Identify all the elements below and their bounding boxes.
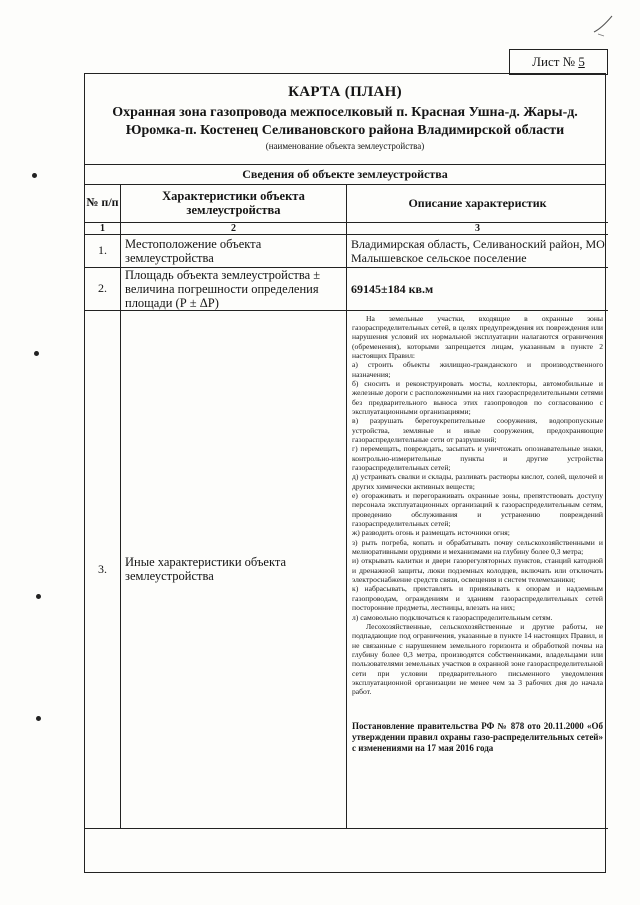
restriction-item: и) открывать калитки и двери газорегуляторных пунктов, станций катодной и дренажной защиты, люки подземных колодцев, включать или отключать электроснабжение средств связи, освещения и систем телемеханики; (352, 556, 603, 585)
sheet-label: Лист № (532, 54, 576, 69)
restriction-item: в) разрушать берегоукрепительные сооружения, водопропускные устройства, земляные и иные сооружения, предохраняющие газораспределительные сети от разрушений; (352, 416, 603, 444)
object-name-caption: (наименование объекта землеустройства) (265, 141, 425, 151)
row-characteristic: Местоположение объекта землеустройства (121, 234, 347, 267)
row-number: 1. (85, 234, 121, 267)
row-description (347, 310, 609, 828)
restriction-item: ж) разводить огонь и размещать источники огня; (352, 528, 510, 538)
row-number: 3. (85, 310, 121, 828)
restriction-item: б) сносить и реконструировать мосты, коллекторы, автомобильные и железные дороги с расположенными на них газораспределительными сетями без предварительного выноса этих газопроводов по согласованию с эксплуатационными организациями; (352, 378, 603, 416)
restriction-item: к) набрасывать, приставлять и привязывать к опорам и надземным газопроводам, ограждениям и зданиям газораспределительных сетей посторонние предметы, лестницы, влезать на них; (352, 584, 603, 613)
row-description: Владимирская область, Селиваноский район, МО Малышевское сельское поселение (347, 234, 609, 267)
section-title: Сведения об объекте землеустройства (85, 164, 605, 185)
binding-hole-mark (34, 351, 39, 356)
pencil-tick-mark (592, 14, 614, 38)
col-index-2: 2 (121, 222, 347, 234)
restriction-item: л) самовольно подключаться к газораспределительным сетям. (352, 612, 553, 622)
table-row (85, 267, 608, 310)
binding-hole-mark (36, 716, 41, 721)
restriction-item: е) огораживать и перегораживать охранные зоны, препятствовать доступу персонала эксплуатационных организаций к газораспределительным сетям, проведению обслуживания и устранению повреждений газораспределительных сетей; (352, 491, 603, 529)
spacer (352, 697, 603, 721)
col-header-characteristic: Характеристики объекта землеустройства (121, 184, 347, 222)
row-characteristic: Площадь объекта землеустройства ± величина погрешности определения площади (Р ± ΔР) (121, 267, 347, 310)
restriction-item: д) устраивать свалки и склады, разливать растворы кислот, солей, щелочей и других химически активных веществ; (352, 472, 603, 491)
characteristics-table (85, 184, 608, 829)
col-index-3: 3 (347, 222, 609, 234)
restriction-item: з) рыть погреба, копать и обрабатывать почву сельскохозяйственными и мелиоративными орудиями и механизмами на глубину более 0,3 метра; (352, 537, 603, 557)
table-row (85, 310, 608, 828)
restrictions-intro: На земельные участки, входящие в охранные зоны газораспределительных сетей, в целях предупреждения их повреждения или нарушения условий их нормальной эксплуатации налагаются ограничения (обременения), которыми запрещается лицам, указанным в пункте 2 настоящих Правил: (352, 313, 603, 360)
restriction-item: г) перемещать, повреждать, засыпать и уничтожать опознавательные знаки, контрольно-измерительные пункты и другие устройства газораспределительных сетей; (352, 444, 603, 472)
row-description: 69145±184 кв.м (347, 267, 609, 310)
row-number: 2. (85, 267, 121, 310)
col-header-description: Описание характеристик (347, 184, 609, 222)
object-name: Охранная зона газопровода межпоселковый п. Красная Ушна-д. Жары-д. Юромка-п. Костенец Селивановского района Владимирской области (112, 105, 578, 138)
binding-hole-mark (36, 594, 41, 599)
sheet-number-box (509, 49, 608, 75)
legal-reference: Постановление правительства РФ № 878 ото 20.11.2000 «Об утверждении правил охраны газо-распределительных сетей» с изменениями на 17 мая 2016 года (352, 720, 603, 753)
col-header-number: № п/п (85, 184, 121, 222)
document-header (85, 74, 605, 165)
row-characteristic: Иные характеристики объекта землеустройства (121, 310, 347, 828)
document-title: КАРТА (ПЛАН) (288, 84, 402, 100)
restriction-item: а) строить объекты жилищно-гражданского и производственного назначения; (352, 360, 603, 379)
permitted-works-note: Лесохозяйственные, сельскохозяйственные и другие работы, не подпадающие под ограничения, указанные в пункте 14 настоящих Правил, и не связанные с нарушением земельного горизонта и обработкой почвы на глубину более 0,3 метра, производятся собственниками, владельцами или пользователями земельных участков в охранной зоне газораспределительной сети при условии предварительного письменного уведомления эксплуатационной организации не менее чем за 3 рабочих дня до начала работ. (352, 621, 603, 697)
sheet-number: 5 (578, 54, 585, 69)
binding-hole-mark (32, 173, 37, 178)
col-index-1: 1 (85, 222, 121, 234)
document-frame (84, 73, 606, 873)
column-index-row (85, 222, 608, 234)
table-header-row (85, 184, 608, 222)
table-row (85, 234, 608, 267)
